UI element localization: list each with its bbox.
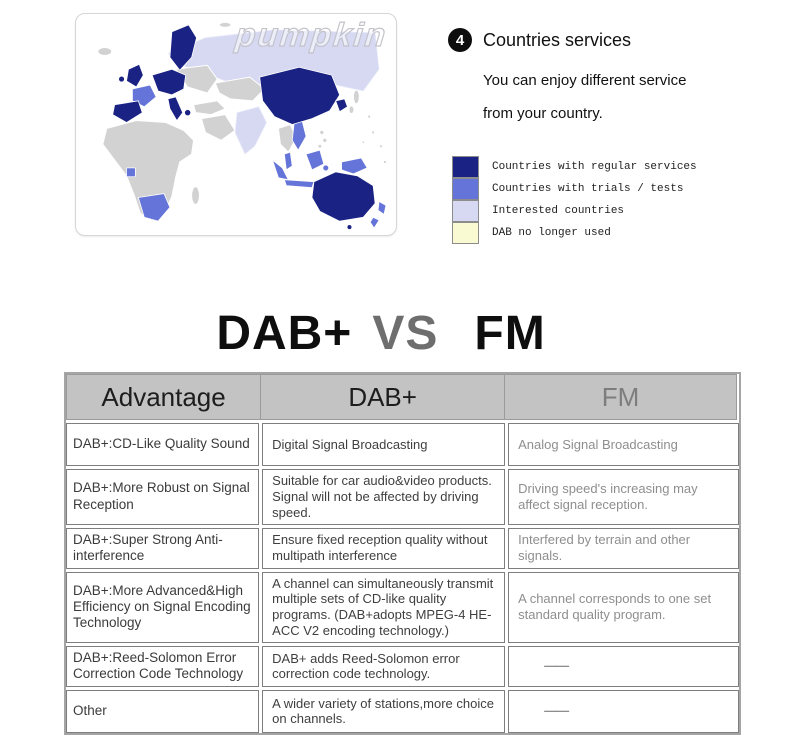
table-row — [66, 528, 739, 569]
legend-row-trials — [452, 178, 697, 200]
feature-description-line1: You can enjoy different service — [483, 72, 687, 89]
fm-cell-dash: —— — [508, 690, 739, 733]
feature-title: Countries services — [483, 29, 632, 50]
advantage-cell: DAB+:More Advanced&High Efficiency on Signal Encoding Technology — [66, 572, 259, 643]
world-map-panel — [75, 13, 397, 236]
feature-description — [483, 64, 793, 130]
dab-cell: Ensure fixed reception quality without multipath interference — [262, 528, 505, 569]
legend-label-interested: Interested countries — [492, 205, 625, 217]
advantage-cell: DAB+:CD-Like Quality Sound — [66, 423, 259, 466]
dab-cell: DAB+ adds Reed-Solomon error correction code technology. — [262, 646, 505, 687]
legend-row-interested — [452, 200, 697, 222]
countries-services-section — [448, 28, 793, 130]
fm-cell: A channel corresponds to one set standard quality program. — [508, 572, 739, 643]
fm-cell-dash: —— — [508, 646, 739, 687]
legend-swatch-no-longer — [452, 222, 479, 244]
title-fm-label: FM — [474, 307, 546, 360]
map-legend — [452, 156, 697, 244]
header-dab: DAB+ — [260, 374, 505, 420]
dab-cell: A wider variety of stations,more choice on channels. — [262, 690, 505, 733]
title-dab-label: DAB+ — [216, 307, 353, 360]
dab-cell: Digital Signal Broadcasting — [262, 423, 505, 466]
dab-vs-fm-title — [0, 306, 762, 361]
title-vs-label: VS — [372, 307, 439, 360]
legend-label-no-longer: DAB no longer used — [492, 227, 611, 239]
dab-cell: Suitable for car audio&video products. Signal will not be affected by driving speed. — [262, 469, 505, 525]
table-row — [66, 423, 739, 466]
fm-cell: Analog Signal Broadcasting — [508, 423, 739, 466]
legend-swatch-regular — [452, 156, 479, 178]
watermark-text: pumpkin — [233, 17, 390, 54]
table-row — [66, 690, 739, 733]
advantage-cell: DAB+:Reed-Solomon Error Correction Code Technology — [66, 646, 259, 687]
comparison-table — [64, 372, 741, 735]
dab-cell: A channel can simultaneously transmit multiple sets of CD-like quality programs. (DAB+adopts MPEG-4 HE-ACC V2 encoding technology.) — [262, 572, 505, 643]
number-badge: 4 — [448, 28, 472, 52]
legend-swatch-trials — [452, 178, 479, 200]
table-row — [66, 572, 739, 643]
advantage-cell: Other — [66, 690, 259, 733]
header-advantage: Advantage — [66, 374, 261, 420]
legend-label-trials: Countries with trials / tests — [492, 183, 684, 195]
world-map — [76, 14, 396, 235]
advantage-cell: DAB+:More Robust on Signal Reception — [66, 469, 259, 525]
fm-cell: Driving speed's increasing may affect signal reception. — [508, 469, 739, 525]
table-header-row — [66, 374, 739, 420]
feature-description-line2: from your country. — [483, 105, 603, 122]
table-row — [66, 469, 739, 525]
table-row — [66, 646, 739, 687]
feature-heading — [448, 28, 793, 52]
legend-swatch-interested — [452, 200, 479, 222]
header-fm: FM — [504, 374, 737, 420]
fm-cell: Interfered by terrain and other signals. — [508, 528, 739, 569]
legend-row-regular — [452, 156, 697, 178]
advantage-cell: DAB+:Super Strong Anti-interference — [66, 528, 259, 569]
legend-row-no-longer — [452, 222, 697, 244]
legend-label-regular: Countries with regular services — [492, 161, 697, 173]
